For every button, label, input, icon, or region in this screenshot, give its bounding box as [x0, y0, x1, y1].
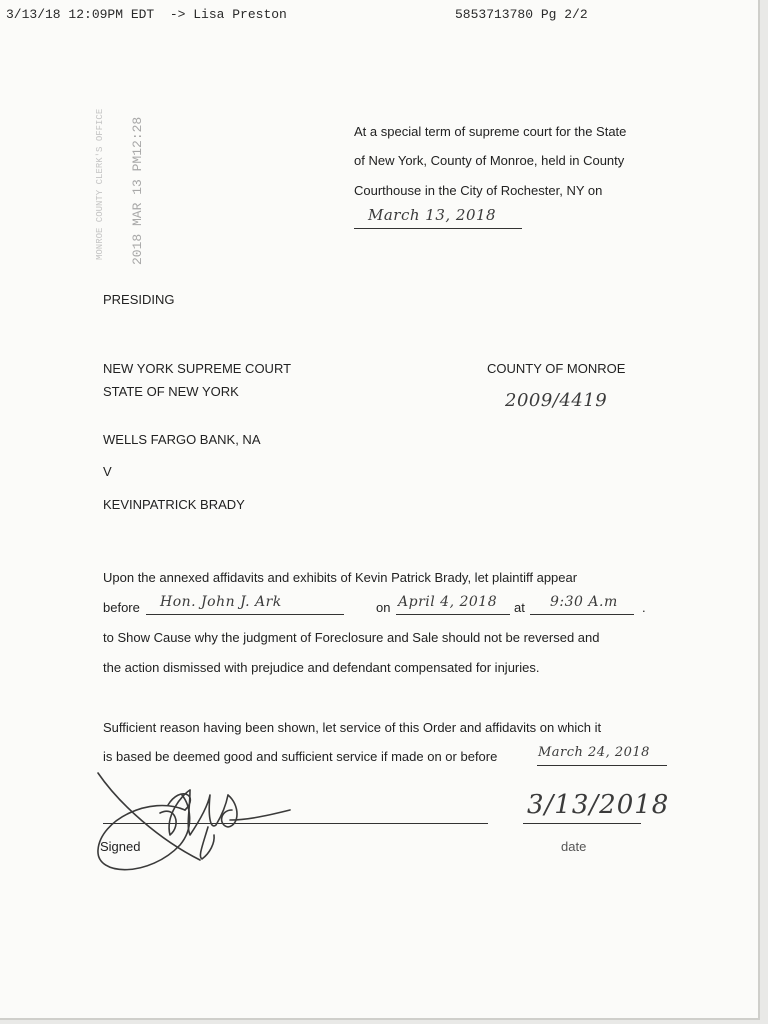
heading-date-line: [354, 228, 522, 229]
signature-date-line: [523, 823, 641, 824]
defendant-name: KEVINPATRICK BRADY: [103, 497, 245, 512]
heading-line-1: At a special term of supreme court for the State: [354, 124, 627, 139]
service-date-handwritten: March 24, 2018: [538, 745, 650, 760]
presiding-label: PRESIDING: [103, 292, 175, 307]
at-label: at: [514, 600, 525, 615]
clerk-filing-stamp: [60, 85, 170, 270]
court-state: STATE OF NEW YORK: [103, 384, 239, 399]
body1-period: .: [642, 600, 646, 615]
body2-line-1: Sufficient reason having been shown, let service of this Order and affidavits on which it: [103, 720, 602, 735]
appearance-time-handwritten: 9:30 A.m: [550, 594, 618, 610]
signature-date-handwritten: 3/13/2018: [527, 790, 670, 820]
fax-header-right: 5853713780 Pg 2/2: [455, 7, 588, 22]
appearance-date-line: [396, 614, 510, 615]
fax-header-left: 3/13/18 12:09PM EDT -> Lisa Preston: [6, 7, 287, 22]
body1-line-1: Upon the annexed affidavits and exhibits of Kevin Patrick Brady, let plaintiff appear: [103, 570, 578, 585]
on-label: on: [376, 600, 391, 615]
body2-line-2: is based be deemed good and sufficient service if made on or before: [103, 749, 498, 764]
date-label: date: [561, 839, 587, 854]
appearance-time-line: [530, 614, 634, 615]
judge-handwritten: Hon. John J. Ark: [160, 594, 282, 610]
before-label: before: [103, 600, 140, 615]
court-name: NEW YORK SUPREME COURT: [103, 361, 292, 376]
stamp-date-text: 2018 MAR 13 PM12:28: [130, 116, 145, 265]
court-county: COUNTY OF MONROE: [487, 361, 626, 376]
plaintiff-name: WELLS FARGO BANK, NA: [103, 432, 261, 447]
index-number-handwritten: 2009/4419: [505, 390, 608, 411]
stamp-office-text: MONROE COUNTY CLERK'S OFFICE: [95, 108, 105, 260]
heading-line-3: Courthouse in the City of Rochester, NY on: [354, 183, 603, 198]
signed-label: Signed: [100, 839, 141, 854]
judge-line: [146, 614, 344, 615]
heading-line-2: of New York, County of Monroe, held in County: [354, 153, 625, 168]
body1-line-4: the action dismissed with prejudice and defendant compensated for injuries.: [103, 660, 540, 675]
service-date-line: [537, 765, 667, 766]
appearance-date-handwritten: April 4, 2018: [398, 594, 498, 610]
body1-line-3: to Show Cause why the judgment of Foreclosure and Sale should not be reversed and: [103, 630, 600, 645]
versus-label: V: [103, 464, 112, 479]
signature-mark: [90, 765, 310, 885]
heading-handwritten-date: March 13, 2018: [368, 206, 497, 224]
